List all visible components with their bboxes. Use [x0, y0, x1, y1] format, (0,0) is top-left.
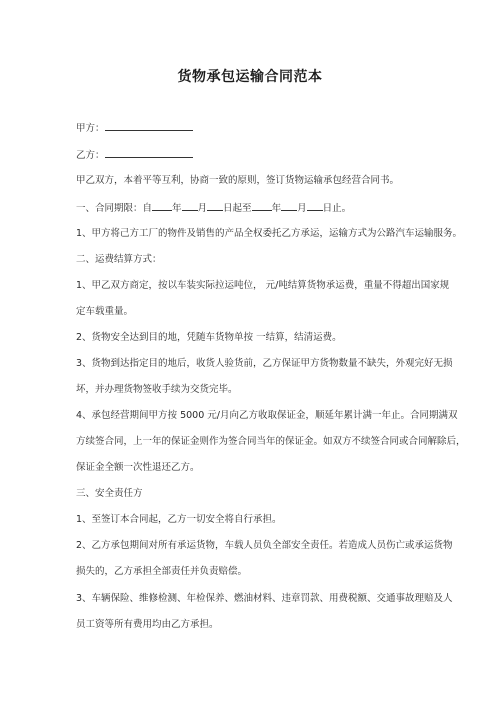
party-a-line — [76, 120, 436, 136]
start-day-blank[interactable] — [207, 200, 223, 211]
term-month-label: 月 — [197, 203, 208, 214]
term-until-label: 日起至 — [223, 203, 252, 214]
s3-item2-line2: 损失的，乙方承担全部责任并负责赔偿。 — [76, 566, 248, 577]
end-month-blank[interactable] — [281, 200, 297, 211]
s2-item3-line1: 3、货物到达指定目的地后，收货人验货前，乙方保证甲方货物数量不缺失，外观完好无损 — [76, 358, 453, 369]
s2-item1-line1: 1、甲乙双方商定，按以车装实际拉运吨位， 元/吨结算货物承运费，重量不得超出国家规 — [76, 280, 450, 291]
start-year-blank[interactable] — [152, 200, 172, 211]
s3-item3-line1: 3、车辆保险、维修检测、年检保养、燃油材料、违章罚款、用费税额、交通事故理赔及人 — [76, 593, 453, 604]
document-title: 货物承包运输合同范本 — [177, 69, 323, 85]
term-prefix: 一、合同期限：自 — [76, 203, 153, 214]
term-suffix: 日止。 — [322, 203, 352, 214]
s2-item4-line2: 方续签合同，上一年的保证金则作为签合同当年的保证金。如双方不续签合同或合同解除后， — [76, 436, 466, 447]
section-2-heading: 二、运费结算方式： — [76, 254, 162, 265]
party-b-line — [76, 147, 436, 163]
contract-term-line — [76, 200, 436, 216]
start-month-blank[interactable] — [182, 200, 198, 211]
s2-item4-line1: 4、承包经营期间甲方按 5000 元/月向乙方收取保证金，顺延年累计满一年止。合同期满双 — [76, 410, 458, 421]
section-3-heading: 三、安全责任方 — [76, 488, 143, 499]
party-b-blank[interactable] — [105, 147, 193, 158]
s2-item1-line2: 定车载重量。 — [76, 306, 134, 317]
clause-1: 1、甲方将己方工厂的物件及销售的产品全权委托乙方承运，运输方式为公路汽车运输服务。 — [76, 228, 463, 239]
s3-item3-line2: 员工资等所有费用均由乙方承担。 — [76, 619, 219, 630]
term-end-year-label: 年 — [271, 203, 282, 214]
s3-item2-line1: 2、乙方承包期间对所有承运货物，车载人员负全部安全责任。若造成人员伤亡或承运货物 — [76, 540, 453, 551]
s2-item4-line3: 保证金全额一次性退还乙方。 — [76, 462, 200, 473]
end-year-blank[interactable] — [252, 200, 272, 211]
s2-item2: 2、货物安全达到目的地，凭随车货物单按 一结算，结清运费。 — [76, 332, 342, 343]
end-day-blank[interactable] — [307, 200, 323, 211]
party-a-label: 甲方： — [76, 123, 105, 134]
s2-item3-line2: 坏，并办理货物签收手续为交货完毕。 — [76, 384, 238, 395]
term-year-label: 年 — [172, 203, 182, 214]
party-a-blank[interactable] — [105, 120, 193, 131]
s3-item1: 1、至签订本合同起，乙方一切安全将自行承担。 — [76, 514, 282, 525]
term-end-month-label: 月 — [297, 203, 307, 214]
preamble: 甲乙双方，本着平等互利，协商一致的原则，签订货物运输承包经营合同书。 — [76, 175, 400, 186]
party-b-label: 乙方： — [76, 150, 105, 161]
